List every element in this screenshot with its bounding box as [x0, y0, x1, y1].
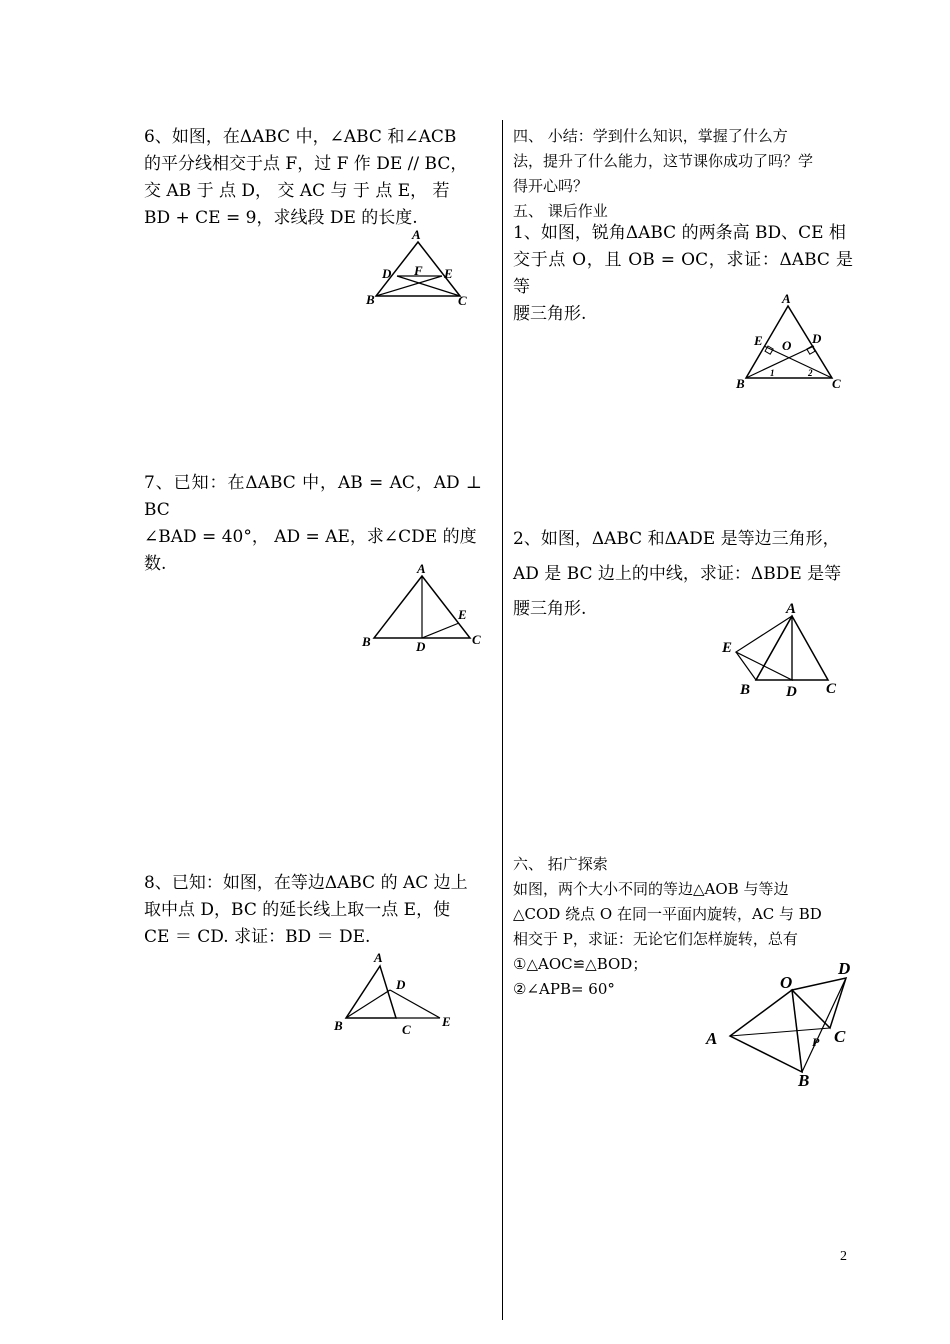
question-7-line-3: 数.	[144, 554, 167, 574]
label-A: A	[417, 561, 426, 576]
question-6-line-2: 的平分线相交于点 F，过 F 作 DE // BC，	[144, 154, 468, 174]
label-F: F	[414, 263, 423, 278]
label-A: A	[706, 1029, 718, 1048]
label-A: A	[412, 227, 421, 242]
summary-line-1: 四、 小结：学到什么知识，掌握了什么方	[513, 127, 788, 145]
extension-figure	[700, 956, 860, 1092]
homework-2-line-1: 2、如图，ΔABC 和ΔADE 是等边三角形，	[513, 529, 840, 549]
column-divider	[502, 120, 503, 1320]
label-C: C	[832, 376, 841, 391]
homework-1-line-3: 腰三角形.	[513, 304, 587, 324]
extension-line-3: 相交于 P，求证：无论它们怎样旋转，总有	[513, 930, 798, 948]
question-8-line-2: 取中点 D，BC 的延长线上取一点 E，使	[144, 900, 451, 920]
homework-1-figure	[728, 290, 852, 396]
label-D: D	[416, 639, 426, 654]
summary-line-2: 法，提升了什么能力，这节课你成功了吗？学	[513, 152, 814, 170]
label-E: E	[442, 1014, 451, 1029]
label-B: B	[736, 376, 745, 391]
question-6-figure	[360, 226, 480, 310]
label-C: C	[834, 1027, 846, 1046]
homework-2-line-3: 腰三角形.	[513, 599, 587, 619]
angle-label-1: 1	[770, 368, 775, 378]
extension-title: 六、 拓广探索	[513, 855, 608, 873]
label-C: C	[826, 681, 837, 697]
label-B: B	[362, 634, 371, 649]
question-8	[144, 870, 482, 951]
extension-line-1: 如图，两个大小不同的等边△AOB 与等边	[513, 880, 789, 898]
question-8-line-1: 8、已知：如图，在等边ΔABC 的 AC 边上	[144, 873, 468, 893]
label-D: D	[396, 977, 406, 992]
homework-title: 五、 课后作业	[513, 202, 608, 220]
label-B: B	[798, 1071, 810, 1090]
question-7-figure	[356, 560, 490, 656]
question-6-line-3: 交 AB 于 点 D， 交 AC 与 于 点 E， 若	[144, 181, 450, 201]
label-D: D	[812, 331, 822, 346]
label-C: C	[458, 293, 467, 308]
summary-section	[513, 124, 853, 224]
label-P: P	[812, 1035, 820, 1049]
question-8-figure	[330, 948, 460, 1038]
homework-2-line-2: AD 是 BC 边上的中线，求证：ΔBDE 是等	[513, 564, 842, 584]
label-O: O	[780, 973, 793, 992]
label-B: B	[366, 292, 375, 307]
angle-label-2: 2	[808, 368, 813, 378]
label-E: E	[754, 333, 763, 348]
question-8-line-3: CE ＝ CD. 求证：BD ＝ DE.	[144, 927, 371, 947]
homework-2-figure	[716, 594, 846, 702]
label-E: E	[722, 640, 733, 656]
label-C: C	[472, 632, 481, 647]
page-number: 2	[840, 1249, 847, 1264]
label-B: B	[334, 1018, 343, 1033]
question-6	[144, 124, 482, 232]
label-A: A	[782, 291, 791, 306]
homework-1-line-2: 交于点 O，且 OB = OC，求证：ΔABC 是等	[513, 250, 853, 297]
homework-1-line-1: 1、如图，锐角ΔABC 的两条高 BD、CE 相	[513, 223, 846, 243]
label-D: D	[786, 684, 797, 700]
label-C: C	[402, 1022, 411, 1037]
label-A: A	[374, 950, 383, 965]
question-7-line-2: ∠BAD = 40°， AD = AE，求∠CDE 的度	[144, 527, 477, 547]
label-E: E	[458, 607, 467, 622]
extension-line-2: △COD 绕点 O 在同一平面内旋转，AC 与 BD	[513, 905, 822, 923]
question-6-line-1: 6、如图，在ΔABC 中，∠ABC 和∠ACB	[144, 127, 457, 147]
question-6-line-4: BD + CE = 9，求线段 DE 的长度.	[144, 208, 418, 228]
label-O: O	[782, 338, 792, 353]
label-A: A	[786, 601, 797, 617]
label-D: D	[382, 266, 392, 281]
label-B: B	[740, 682, 751, 698]
extension-line-4: ①△AOC≌△BOD；	[513, 955, 648, 973]
summary-line-3: 得开心吗？	[513, 177, 589, 195]
label-E: E	[444, 266, 453, 281]
question-7-line-1: 7、已知：在ΔABC 中，AB = AC，AD ⊥ BC	[144, 473, 482, 520]
extension-line-5: ②∠APB= 60°	[513, 980, 615, 998]
label-D: D	[838, 959, 851, 978]
